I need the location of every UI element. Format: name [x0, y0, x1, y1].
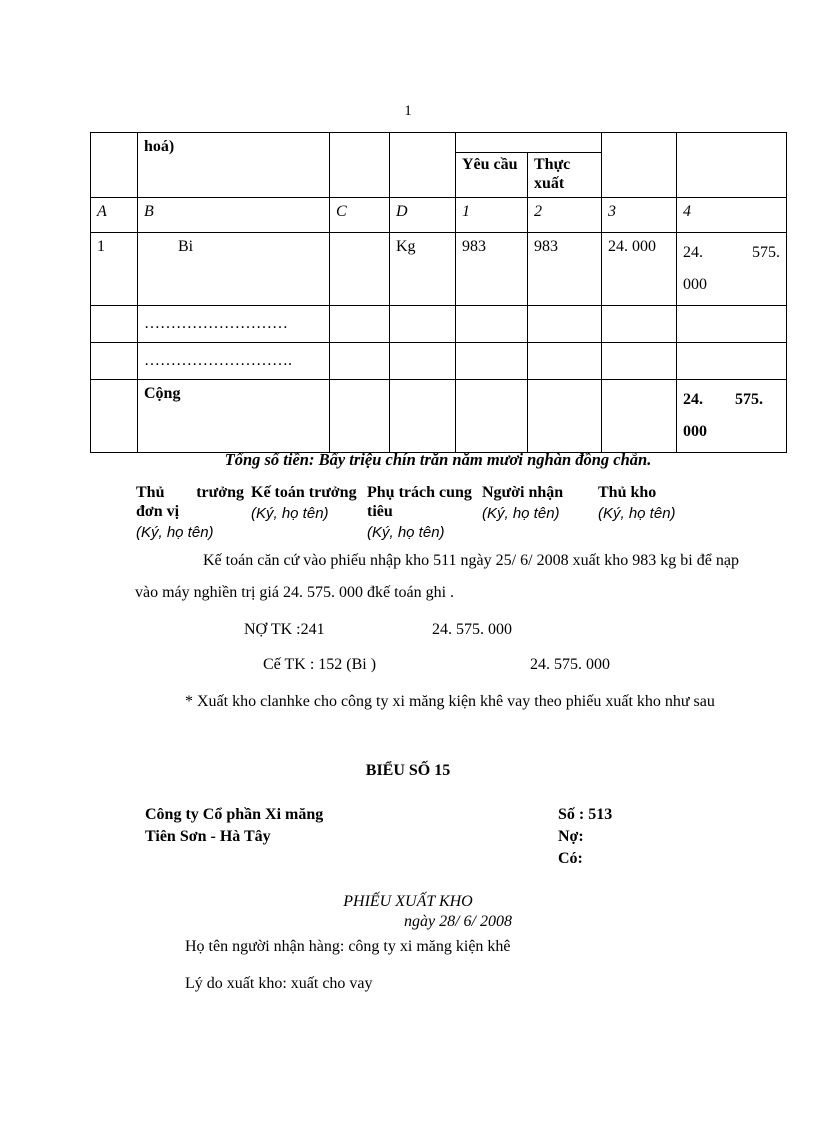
row-no: 1 [91, 233, 138, 306]
table-header-row [91, 133, 787, 198]
row-name: ………………………. [138, 343, 330, 380]
reason-line: Lý do xuất kho: xuất cho vay [185, 975, 373, 992]
column-code-row [91, 198, 787, 233]
total-amount: 24. 575. 000 [677, 380, 787, 453]
total-row [91, 380, 787, 453]
table-row [91, 306, 787, 343]
paragraph-issue: * Xuất kho clanhke cho công ty xi măng kiện khê vay theo phiếu xuất kho như sau [185, 693, 715, 710]
signature-supply: Phụ trách cung tiêu (Ký, họ tên) [367, 484, 472, 541]
form-title: BIỂU SỐ 15 [365, 762, 451, 779]
code-a: A [91, 198, 138, 233]
page-number: 1 [404, 103, 412, 119]
voucher-credit: Có: [558, 850, 583, 867]
row-name: Bi [138, 233, 330, 306]
table-row [91, 233, 787, 306]
paragraph-accounting: Kế toán căn cứ vào phiếu nhập kho 511 ngày 25/ 6/ 2008 xuất kho 983 kg bi để nạp vào máy nghiền trị giá 24. 575. 000 đkế toán ghi . [135, 552, 739, 601]
row-unit: Kg [390, 233, 456, 306]
slip-title: PHIẾU XUẤT KHO [343, 893, 473, 910]
entry-debit-label: NỢ TK :241 [244, 621, 325, 638]
entry-debit-amount: 24. 575. 000 [432, 621, 512, 638]
code-4: 4 [677, 198, 787, 233]
signature-storekeeper: Thủ kho (Ký, họ tên) [598, 484, 676, 522]
signature-receiver: Người nhận (Ký, họ tên) [482, 484, 564, 522]
entry-credit-label: Cế TK : 152 (Bi ) [263, 656, 377, 673]
code-c: C [330, 198, 390, 233]
code-3: 3 [602, 198, 677, 233]
row-actual: 983 [528, 233, 602, 306]
company-info: Công ty Cổ phần Xi măng Tiên Sơn - Hà Tây [145, 806, 324, 845]
receiver-line: Họ tên người nhận hàng: công ty xi măng kiện khê [185, 938, 511, 955]
total-in-words: Tổng số tiền: Bẩy triệu chín trăn năm mươi nghàn đồng chẵn. [224, 450, 652, 469]
table-row [91, 343, 787, 380]
voucher-debit: Nợ: [558, 828, 584, 845]
row-name: ……………………… [138, 306, 330, 343]
code-1: 1 [456, 198, 528, 233]
entry-credit-amount: 24. 575. 000 [530, 656, 610, 673]
code-2: 2 [528, 198, 602, 233]
total-label: Cộng [138, 380, 330, 453]
goods-table [90, 132, 787, 453]
row-price: 24. 000 [602, 233, 677, 306]
voucher-number: Số : 513 [558, 806, 613, 823]
header-name-tail: hoá) [138, 133, 330, 198]
code-b: B [138, 198, 330, 233]
row-amount: 24. 575. 000 [677, 233, 787, 306]
signature-chief-accountant: Kế toán trưởng (Ký, họ tên) [251, 484, 357, 522]
header-actual: Thực xuất [534, 156, 571, 192]
voucher-info [558, 804, 612, 870]
slip-date: ngày 28/ 6/ 2008 [404, 913, 512, 930]
row-required: 983 [456, 233, 528, 306]
header-required: Yêu cầu [456, 153, 528, 197]
code-d: D [390, 198, 456, 233]
signature-head: Thủ trưởng đơn vị (Ký, họ tên) [136, 484, 244, 541]
